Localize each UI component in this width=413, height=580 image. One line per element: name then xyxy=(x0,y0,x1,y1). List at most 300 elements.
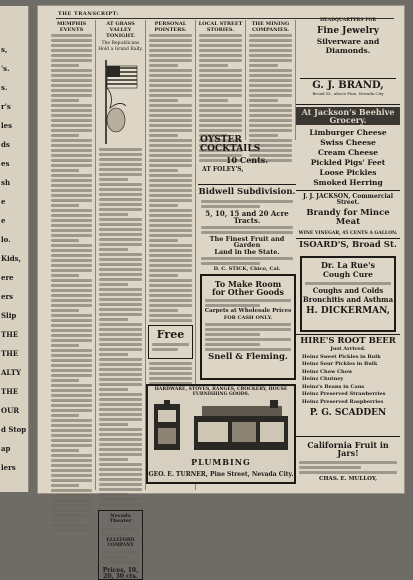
text-line xyxy=(149,224,192,227)
text-line xyxy=(51,204,79,207)
text-line xyxy=(149,234,192,237)
snell-ad xyxy=(200,274,296,380)
beehive-title: At Jackson's Beehive Grocery. xyxy=(296,107,400,125)
bidwell-tracts: 5, 10, 15 and 20 Acre Tracts. xyxy=(205,208,289,225)
snell-title: To Make Room xyxy=(214,279,282,289)
text-line xyxy=(51,479,92,482)
column-5 xyxy=(246,20,296,140)
text-line xyxy=(249,64,278,67)
text-line xyxy=(51,264,92,267)
bidwell-title: Bidwell Subdivision. xyxy=(198,187,296,197)
column-1-heading: MEMPHIS EVENTS xyxy=(56,21,87,33)
text-line xyxy=(51,134,79,137)
text-line xyxy=(149,189,192,192)
text-line xyxy=(199,124,242,127)
theater-header: Nevada Theater xyxy=(109,513,132,524)
text-line xyxy=(249,84,292,87)
text-line xyxy=(99,238,142,241)
text-line xyxy=(149,119,192,122)
text-line xyxy=(99,183,142,186)
text-line xyxy=(99,348,142,351)
text-line xyxy=(99,413,142,416)
text-line xyxy=(149,169,178,172)
text-line xyxy=(51,34,92,37)
text-line xyxy=(51,244,92,247)
column-4 xyxy=(196,20,246,140)
text-line xyxy=(51,324,92,327)
text-line xyxy=(99,308,142,311)
text-line xyxy=(149,209,192,212)
text-line xyxy=(99,483,142,486)
text-line xyxy=(149,244,192,247)
text-line xyxy=(99,373,142,376)
text-line xyxy=(99,208,142,211)
hires-ad xyxy=(296,334,400,432)
text-line xyxy=(51,399,92,402)
text-line xyxy=(149,164,192,167)
text-line xyxy=(199,69,242,72)
text-line xyxy=(149,314,192,317)
text-line xyxy=(199,44,242,47)
column-2-text xyxy=(96,148,145,506)
text-line xyxy=(51,139,92,142)
text-line xyxy=(99,448,142,451)
beehive-item: Loose Pickles xyxy=(319,168,377,177)
text-line xyxy=(99,503,142,506)
text-line xyxy=(99,383,142,386)
text-line xyxy=(99,163,142,166)
text-line xyxy=(149,279,192,282)
text-line xyxy=(51,284,92,287)
previous-page-fragment: ds xyxy=(1,140,10,149)
beehive-ad xyxy=(296,104,400,188)
previous-page-fragment: ALTY xyxy=(1,368,21,377)
california-dealer: CHAS. E. MULLOY, xyxy=(318,476,377,482)
theater-prices: Prices, 10, 20, 30 cts. xyxy=(102,567,139,580)
text-line xyxy=(51,79,92,82)
text-line xyxy=(51,64,79,67)
text-line xyxy=(51,359,92,362)
text-line xyxy=(51,389,92,392)
text-line xyxy=(99,323,142,326)
text-line xyxy=(99,333,142,336)
text-line xyxy=(51,319,92,322)
text-line xyxy=(51,269,92,272)
text-line xyxy=(51,509,92,512)
text-line xyxy=(149,254,192,257)
text-line xyxy=(99,283,128,286)
previous-page-fragment: THE xyxy=(1,349,19,358)
text-line xyxy=(99,388,128,391)
newspaper-page xyxy=(37,5,405,580)
previous-page-fragment: Kids, xyxy=(1,254,22,263)
previous-page-fragment: les xyxy=(1,121,13,130)
text-line xyxy=(51,519,79,522)
text-line xyxy=(51,189,92,192)
hires-item: Heinz Preserved Raspberries xyxy=(302,399,384,406)
snell-carpets: Carpets at Wholesale Prices xyxy=(204,308,292,314)
text-line xyxy=(149,34,192,37)
text-line xyxy=(99,338,142,341)
text-line xyxy=(51,404,92,407)
theater-ad xyxy=(98,510,143,580)
jewelry-ad xyxy=(298,18,398,74)
text-line xyxy=(249,119,292,122)
text-line xyxy=(149,59,192,62)
text-line xyxy=(149,79,192,82)
california-ad xyxy=(296,436,400,488)
text-line xyxy=(149,49,192,52)
text-line xyxy=(99,253,142,256)
text-line xyxy=(51,104,92,107)
bidwell-line-4: Land in the State. xyxy=(214,247,280,256)
text-line xyxy=(149,104,192,107)
text-line xyxy=(51,339,92,342)
text-line xyxy=(99,288,142,291)
text-line xyxy=(51,54,92,57)
text-line xyxy=(99,428,142,431)
text-line xyxy=(249,74,292,77)
text-line xyxy=(51,234,92,237)
text-line xyxy=(99,178,128,181)
text-line xyxy=(99,278,142,281)
hires-items xyxy=(296,354,400,407)
text-line xyxy=(99,488,142,491)
text-line xyxy=(199,109,242,112)
text-line xyxy=(51,494,92,497)
hires-title: HIRE'S ROOT BEER xyxy=(300,336,396,346)
text-line xyxy=(99,203,142,206)
larue-sub: Cough Cure xyxy=(323,270,373,279)
text-line xyxy=(149,94,192,97)
text-line xyxy=(149,362,192,365)
previous-page-fragment: THE xyxy=(1,387,19,396)
text-line xyxy=(149,159,192,162)
jackson-ad xyxy=(296,190,400,238)
text-line xyxy=(99,453,142,456)
text-line xyxy=(249,109,292,112)
text-line xyxy=(51,524,92,527)
text-line xyxy=(149,179,192,182)
text-line xyxy=(51,109,92,112)
text-line xyxy=(51,304,92,307)
text-line xyxy=(249,104,292,107)
text-line xyxy=(99,458,128,461)
text-line xyxy=(149,259,192,262)
text-line xyxy=(51,144,92,147)
text-line xyxy=(149,144,192,147)
text-line xyxy=(199,104,242,107)
text-line xyxy=(51,529,92,532)
text-line xyxy=(51,489,92,492)
text-line xyxy=(99,368,142,371)
text-line xyxy=(149,114,192,117)
text-line xyxy=(51,444,92,447)
text-line xyxy=(149,264,192,267)
text-line xyxy=(149,284,192,287)
text-line xyxy=(51,169,79,172)
beehive-item: Pickled Pigs' Feet xyxy=(310,158,386,167)
text-line xyxy=(51,514,92,517)
jackson-brandy: Brandy for Mince Meat xyxy=(306,208,390,227)
text-line xyxy=(249,94,292,97)
text-line xyxy=(149,184,192,187)
column-5-heading: THE MINING COMPANIES. xyxy=(251,21,290,33)
text-line xyxy=(51,69,92,72)
text-line xyxy=(51,149,92,152)
text-line xyxy=(199,129,242,132)
column-3-text xyxy=(146,34,195,322)
text-line xyxy=(51,384,92,387)
column-3-heading: PERSONAL POINTERS. xyxy=(154,21,187,33)
text-line xyxy=(51,124,92,127)
column-1 xyxy=(48,20,96,490)
text-line xyxy=(99,243,142,246)
text-line xyxy=(99,438,142,441)
text-line xyxy=(99,193,142,196)
previous-page-fragment: ere xyxy=(1,273,14,282)
text-line xyxy=(51,329,92,332)
text-line xyxy=(149,174,192,177)
text-line xyxy=(149,39,192,42)
previous-page-fragment: lo. xyxy=(1,235,11,244)
text-line xyxy=(249,39,292,42)
previous-page-fragment: r's xyxy=(1,102,11,111)
text-line xyxy=(149,269,192,272)
previous-page-fragment: THE xyxy=(1,330,19,339)
text-line xyxy=(99,493,128,496)
text-line xyxy=(149,129,192,132)
text-line xyxy=(99,268,142,271)
previous-page-strip xyxy=(0,6,29,492)
stove-illustration xyxy=(152,400,184,456)
text-line xyxy=(51,504,92,507)
text-line xyxy=(99,223,142,226)
text-line xyxy=(149,44,192,47)
text-line xyxy=(51,164,92,167)
text-line xyxy=(51,464,92,467)
text-line xyxy=(51,454,92,457)
hires-item: Heinz Sour Pickles in Bulk xyxy=(302,361,378,368)
text-line xyxy=(51,59,92,62)
beehive-item: Limburger Cheese xyxy=(309,128,387,137)
text-line xyxy=(149,54,192,57)
text-line xyxy=(99,173,142,176)
text-line xyxy=(149,309,178,312)
text-line xyxy=(99,358,142,361)
turner-title: HARDWARE, STOVES, RANGES, CROCKERY, HOUSE FURNISHING GOODS. xyxy=(154,387,288,397)
text-line xyxy=(99,403,142,406)
text-line xyxy=(199,114,242,117)
text-line xyxy=(51,449,79,452)
text-line xyxy=(99,263,142,266)
previous-page-fragment: d Stop xyxy=(1,425,27,434)
column-2-subheading: The Republicans Hold a Grand Rally. xyxy=(98,41,143,52)
text-line xyxy=(99,258,142,261)
jewelry-line-1: Fine Jewelry xyxy=(316,25,380,36)
text-line xyxy=(99,363,142,366)
text-line xyxy=(99,498,142,501)
text-line xyxy=(99,423,128,426)
previous-page-fragment: ers xyxy=(1,292,14,301)
text-line xyxy=(99,318,128,321)
text-line xyxy=(199,84,242,87)
jewelry-line-3: Diamonds. xyxy=(325,46,371,55)
isoards-ad xyxy=(296,238,400,252)
text-line xyxy=(99,378,142,381)
text-line xyxy=(199,54,242,57)
text-line xyxy=(51,314,92,317)
text-line xyxy=(199,34,242,37)
text-line xyxy=(51,274,79,277)
text-line xyxy=(199,39,242,42)
text-line xyxy=(249,99,278,102)
text-line xyxy=(99,313,142,316)
previous-page-fragment: es xyxy=(1,159,10,168)
jewelry-line-2: Silverware and xyxy=(316,36,380,46)
theater-company: ELLEFORD COMPANY xyxy=(106,538,135,548)
text-line xyxy=(51,349,92,352)
previous-page-fragment: s. xyxy=(1,83,8,92)
text-line xyxy=(249,129,292,132)
larue-title: Dr. La Rue's xyxy=(320,260,376,270)
hires-item: Heinz Preserved Strawberries xyxy=(302,391,386,398)
text-line xyxy=(149,214,192,217)
text-line xyxy=(99,473,142,476)
text-line xyxy=(99,408,142,411)
text-line xyxy=(99,148,142,151)
text-line xyxy=(149,274,178,277)
column-1-text xyxy=(48,34,95,532)
text-line xyxy=(51,84,92,87)
text-line xyxy=(249,89,292,92)
text-line xyxy=(99,443,142,446)
text-line xyxy=(149,134,178,137)
beehive-items xyxy=(296,128,400,188)
text-line xyxy=(51,459,92,462)
isoards-name: ISOARD'S, Broad St. xyxy=(299,240,397,250)
text-line xyxy=(99,228,142,231)
text-line xyxy=(149,84,192,87)
larue-dealer: H. DICKERMAN, xyxy=(306,305,390,316)
text-line xyxy=(51,394,92,397)
text-line xyxy=(51,179,92,182)
text-line xyxy=(51,249,92,252)
text-line xyxy=(51,129,92,132)
text-line xyxy=(51,119,92,122)
column-2 xyxy=(96,20,146,580)
text-line xyxy=(51,114,92,117)
text-line xyxy=(199,59,242,62)
text-line xyxy=(149,249,192,252)
text-line xyxy=(149,204,178,207)
beehive-item: Cream Cheese xyxy=(317,148,379,157)
larue-line-2: Bronchitis and Asthma xyxy=(302,294,394,304)
text-line xyxy=(149,89,192,92)
column-2-heading: AT GRASS VALLEY TONIGHT. xyxy=(106,21,135,39)
text-line xyxy=(51,184,92,187)
text-line xyxy=(51,424,92,427)
snell-firm: Snell & Fleming. xyxy=(208,351,288,362)
free-text: Free xyxy=(156,328,185,341)
text-line xyxy=(149,229,192,232)
text-line xyxy=(149,299,192,302)
text-line xyxy=(51,229,92,232)
text-line xyxy=(249,54,292,57)
hires-item: Heinz Sweet Pickles in Bulk xyxy=(302,353,381,360)
text-line xyxy=(149,239,178,242)
bidwell-ad xyxy=(198,184,296,272)
turner-ad xyxy=(146,384,296,484)
text-line xyxy=(249,34,292,37)
jackson-wine: WINE VINEGAR, 45 CENTS A GALLON. xyxy=(298,231,398,236)
text-line xyxy=(99,293,142,296)
text-line xyxy=(51,214,92,217)
brand-address: Broad St., above Pine, Nevada City xyxy=(312,91,384,96)
previous-page-fragment: lers xyxy=(1,463,16,472)
text-line xyxy=(99,418,142,421)
beehive-item: Swiss Cheese xyxy=(320,138,376,147)
text-line xyxy=(199,119,242,122)
text-line xyxy=(51,209,92,212)
beehive-item: Smoked Herring xyxy=(313,178,383,187)
text-line xyxy=(99,353,128,356)
text-line xyxy=(51,299,92,302)
text-line xyxy=(249,114,292,117)
text-line xyxy=(51,409,92,412)
text-line xyxy=(149,124,192,127)
text-line xyxy=(99,468,142,471)
text-line xyxy=(199,99,228,102)
text-line xyxy=(249,124,292,127)
text-line xyxy=(149,64,178,67)
previous-page-fragment: sh xyxy=(1,178,11,187)
text-line xyxy=(51,309,79,312)
hires-item: Heinz Chutney xyxy=(302,376,344,383)
text-line xyxy=(99,273,142,276)
previous-page-fragment: e xyxy=(1,197,6,206)
text-line xyxy=(149,149,192,152)
text-line xyxy=(149,294,192,297)
text-line xyxy=(199,49,242,52)
flag-illustration xyxy=(100,56,141,146)
text-line xyxy=(51,254,92,257)
text-line xyxy=(51,39,92,42)
text-line xyxy=(149,74,192,77)
text-line xyxy=(149,367,192,370)
text-line xyxy=(51,49,92,52)
text-line xyxy=(51,379,79,382)
turner-firm: GEO. E. TURNER, Pine Street, Nevada City. xyxy=(148,471,294,478)
oyster-title: OYSTER xyxy=(200,135,242,145)
text-line xyxy=(51,414,79,417)
text-line xyxy=(99,198,142,201)
hires-item: Heinz Chow Chow xyxy=(302,368,353,375)
text-line xyxy=(249,49,292,52)
text-line xyxy=(149,199,192,202)
text-line xyxy=(51,174,92,177)
text-line xyxy=(199,89,242,92)
text-line xyxy=(51,89,92,92)
text-line xyxy=(51,199,92,202)
text-line xyxy=(51,259,92,262)
text-line xyxy=(51,374,92,377)
previous-page-fragment: OUR xyxy=(1,406,20,415)
text-line xyxy=(199,94,242,97)
text-line xyxy=(249,59,292,62)
text-line xyxy=(51,294,92,297)
snell-title-2: for Other Goods xyxy=(212,287,284,297)
